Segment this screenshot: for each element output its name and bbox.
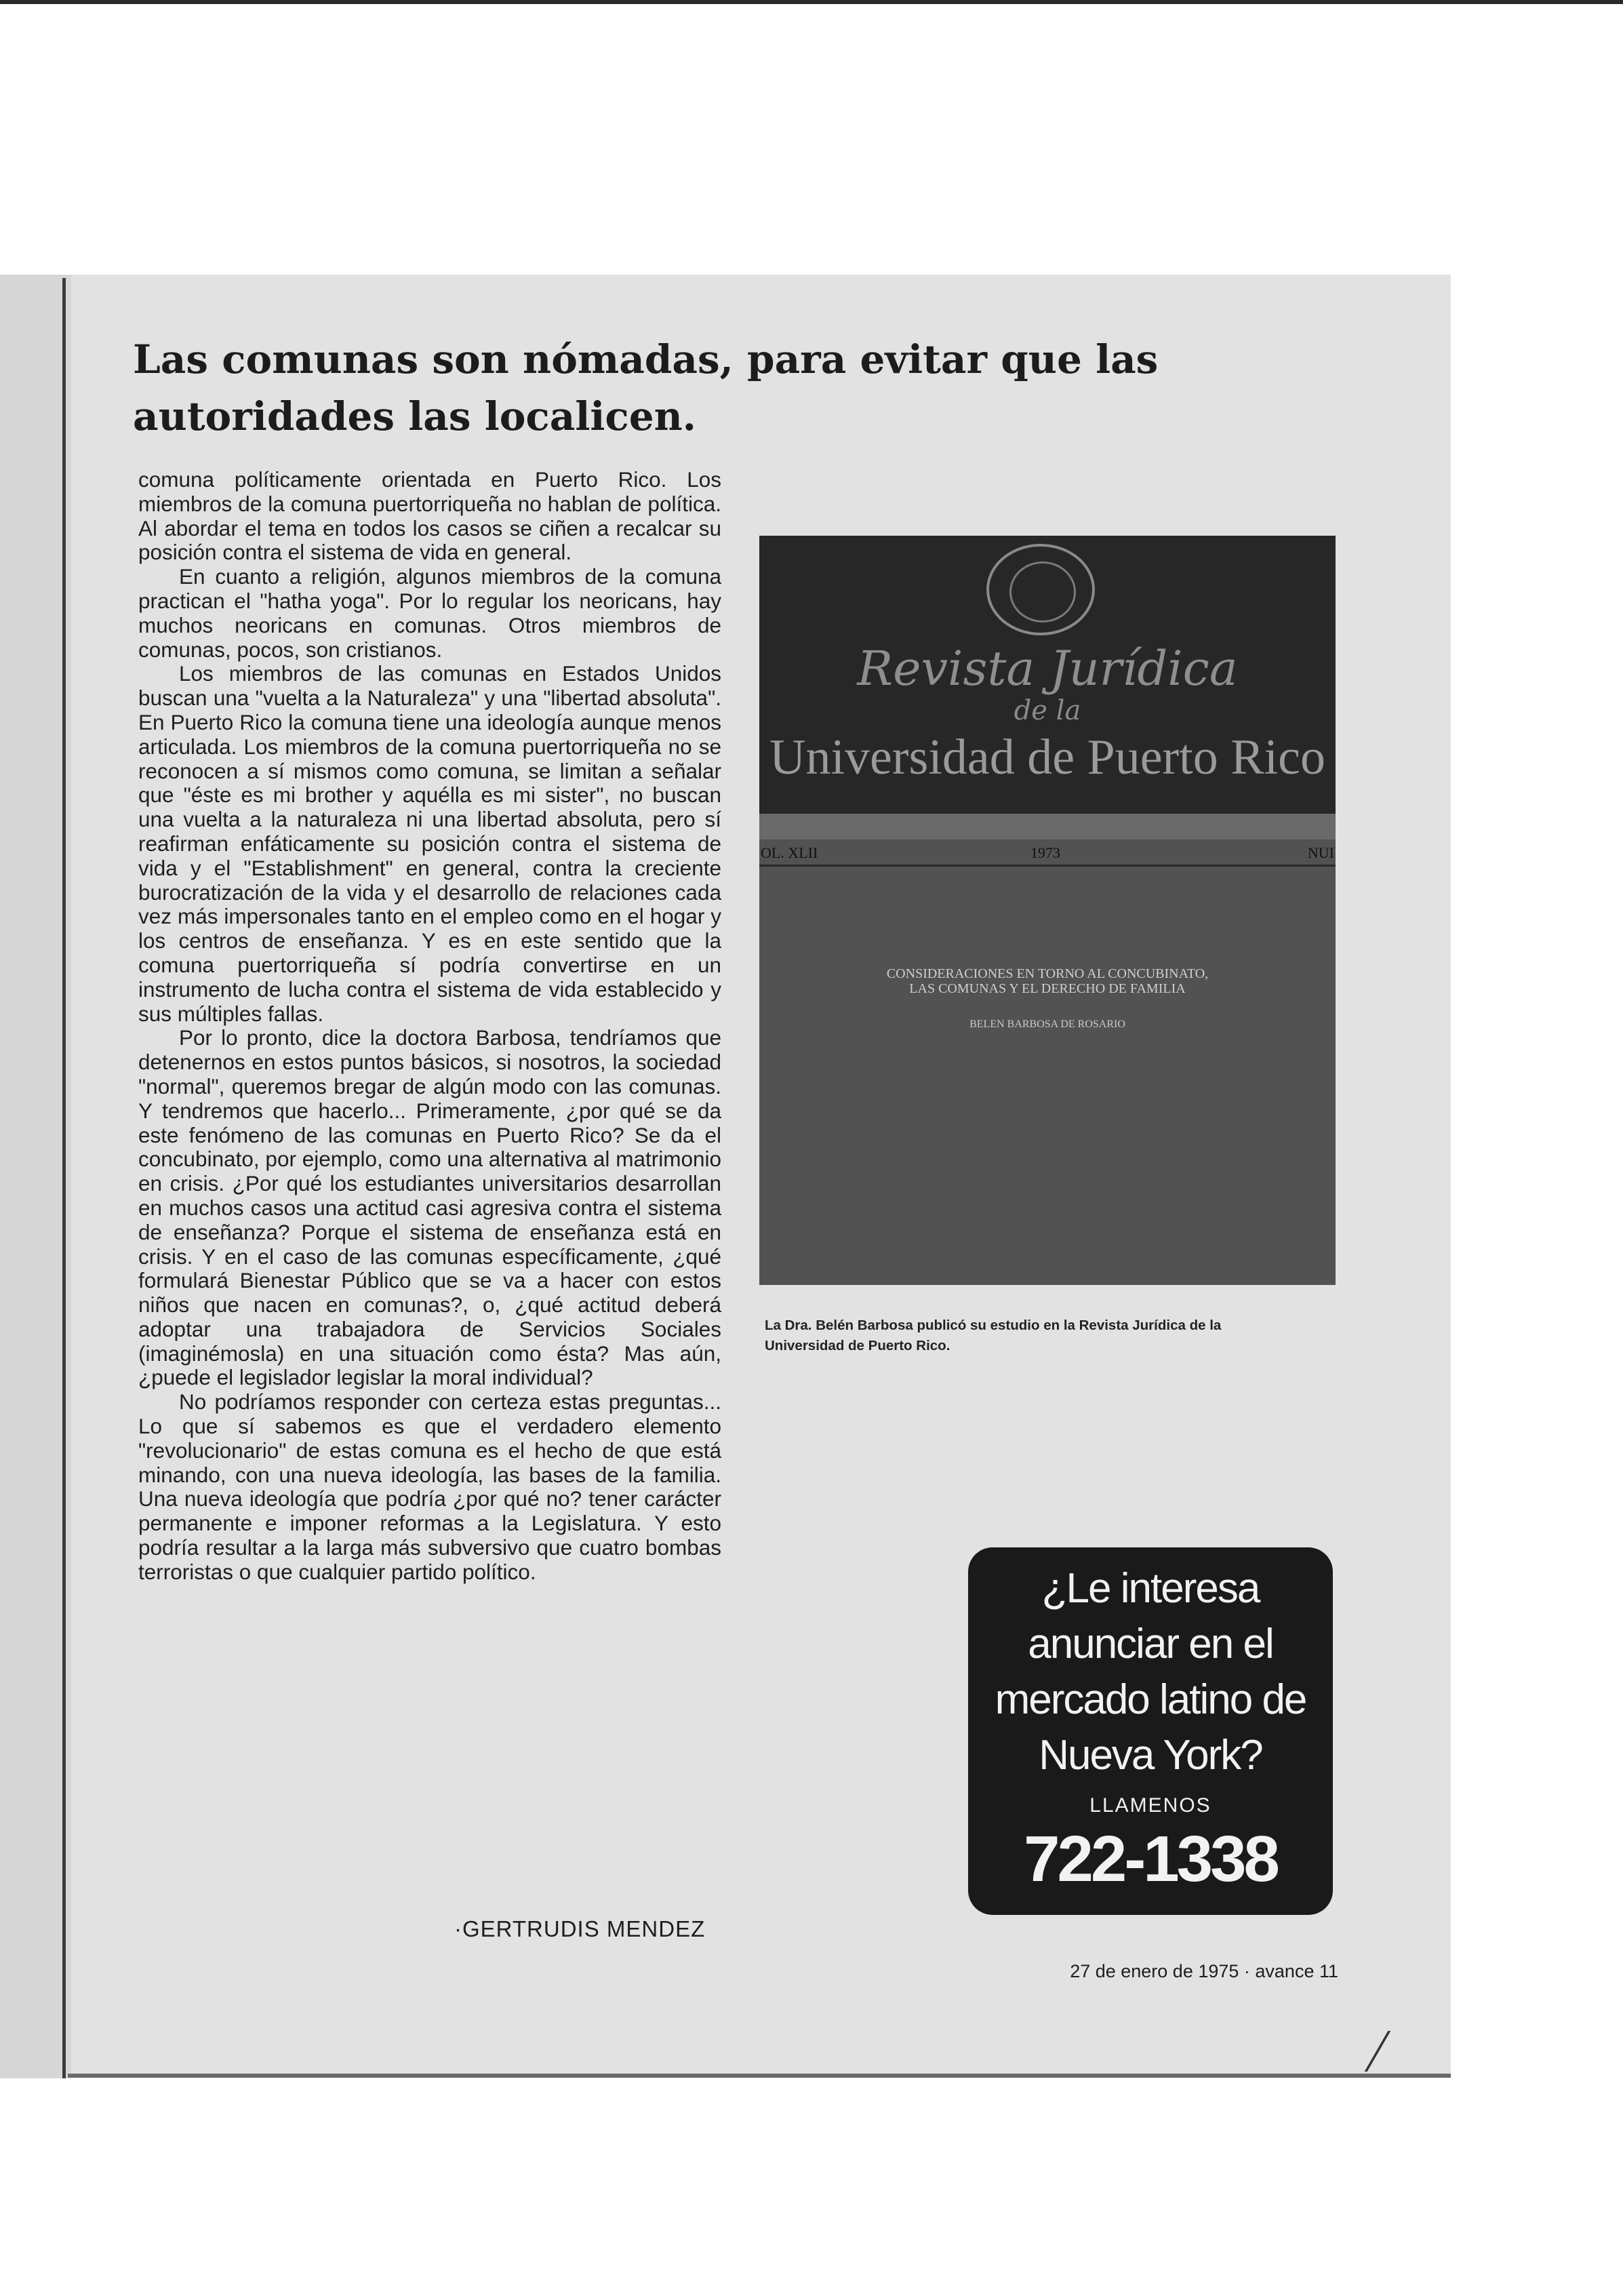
cover-year: 1973 (1030, 844, 1060, 861)
page-footer: 27 de enero de 1975 · avance 11 (1070, 1961, 1338, 1981)
article-paragraph: comuna políticamente orientada en Puerto Rico. Los miembros de la comuna puertorriqueña no hablan de política. Al abordar el tema en todos los casos se ciñen a recalcar su posición contra el sistema de vida en general. (138, 467, 721, 565)
ad-question: ¿Le interesa anunciar en el mercado latino de Nueva York? (995, 1565, 1306, 1779)
photo-caption: La Dra. Belén Barbosa publicó su estudio en la Revista Jurídica de la Universidad de Puerto Rico. (765, 1318, 1222, 1353)
page-bottom-edge (68, 2074, 1451, 2078)
binding-spine (62, 278, 66, 2078)
ad-call-label: LLAMENOS (1089, 1794, 1211, 1817)
journal-cover-photo (759, 536, 1336, 1285)
cover-author: BELEN BARBOSA DE ROSARIO (969, 1018, 1125, 1030)
top-edge-rule (0, 0, 1623, 4)
cover-article-title: LAS COMUNAS Y EL DERECHO DE FAMILIA (909, 981, 1186, 996)
cover-title-connector: de la (1014, 695, 1081, 726)
cover-university-name: Universidad de Puerto Rico (769, 730, 1325, 785)
article-headline: Las comunas son nómadas, para evitar que las autoridades las localicen. (133, 336, 1159, 439)
cover-divider (759, 865, 1336, 867)
article-paragraph: Los miembros de las comunas en Estados Unidos buscan una "vuelta a la Naturaleza" y una "libertad absoluta". En Puerto Rico la comuna tiene una ideología aunque menos articulada. Los miembros de la comuna puertorriqueña no se reconocen a sí mismos como comuna, se limitan a señalar que "éste es mi brother y aquélla es mi sister", no buscan una vuelta a la naturaleza ni una libertad absoluta, pero sí reafirman enfáticamente su posición contra el sistema de vida y el "Establishment" en general, contra la creciente burocratización de la vida y el desarrollo de relaciones cada vez más impersonales tanto en el empleo como en el hogar y los centros de enseñanza. Y es en este sentido que la comuna puertorriqueña sí podría convertirse en un instrumento de lucha contra el sistema de vida establecido y sus múltiples fallas. (138, 661, 721, 1026)
cover-body (759, 839, 1336, 1285)
cover-article-title: CONSIDERACIONES EN TORNO AL CONCUBINATO, (886, 966, 1209, 981)
article-paragraph: Por lo pronto, dice la doctora Barbosa, tendríamos que detenernos en estos puntos básicos, si nosotros, la sociedad "normal", queremos bregar de algún modo con las comunas. Y tendremos que hacerlo... Primeramente, ¿por qué se da este fenómeno de las comunas en Puerto Rico? Se da el concubinato, por ejemplo, como una alternativa al matrimonio en crisis. ¿Por qué los estudiantes universitarios desarrollan en muchos casos una actitud casi agresiva contra el sistema de enseñanza? Porque el sistema de enseñanza está en crisis. Y en el caso de las comunas específicamente, ¿qué formulará Bienestar Público que se va a hacer con estos niños que nacen en comunas?, o, ¿qué actitud deberá adoptar una trabajadora de Servicios Sociales (imaginémosla) en una situación como ésta? Mas aún, ¿puede el legislador legislar la moral individual? (138, 1025, 721, 1390)
article-body (138, 468, 721, 1585)
ad-phone-number: 722-1338 (1024, 1823, 1277, 1895)
cover-volume: OL. XLII (761, 844, 818, 861)
author-byline: ·GERTRUDIS MENDEZ (454, 1916, 706, 1941)
article-paragraph: No podríamos responder con certeza estas preguntas... Lo que sí sabemos es que el verdadero elemento "revolucionario" de estas comuna es el hecho de que está minando, con una nueva ideología, las bases de la familia. Una nueva ideología que podría ¿por qué no? tener carácter permanente e imponer reformas a la Legislatura. Y esto podría resultar a la larga más subversivo que cuatro bombas terroristas o que cualquier partido político. (138, 1389, 721, 1584)
university-seal-icon (986, 544, 1095, 635)
cover-number: NUI (1307, 844, 1334, 861)
cover-band (759, 814, 1336, 839)
advertisement-box (968, 1547, 1333, 1915)
cover-title: Revista Jurídica (857, 641, 1238, 696)
article-paragraph: En cuanto a religión, algunos miembros de la comuna practican el "hatha yoga". Por lo regular los neoricans, hay muchos neoricans en comunas. Otros miembros de comunas, pocos, son cristianos. (138, 564, 721, 662)
previous-page-edge (0, 275, 71, 2078)
cover-issue-line (759, 844, 1336, 865)
